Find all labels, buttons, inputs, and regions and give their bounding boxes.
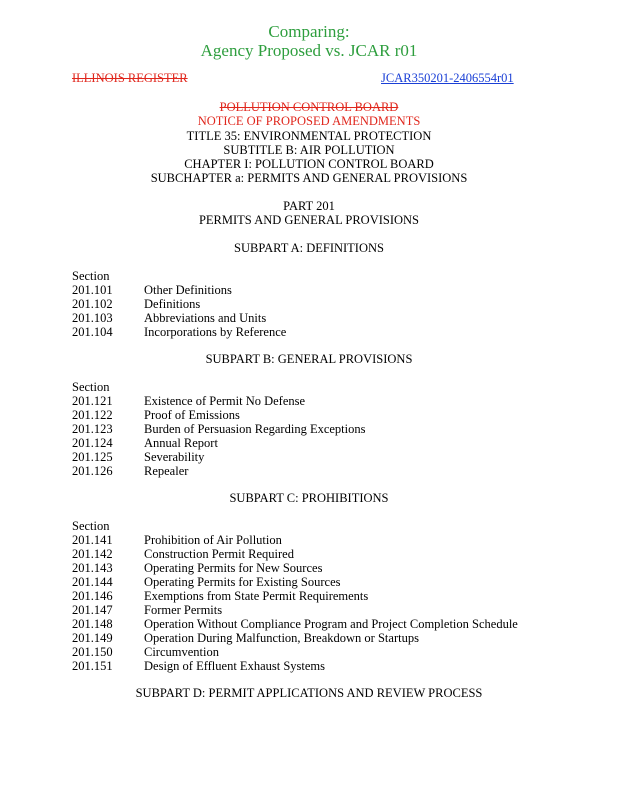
section-title: Proof of Emissions — [144, 408, 240, 422]
jcar-revision: r01 — [496, 71, 514, 85]
section-label: Section — [72, 519, 110, 533]
section-row — [72, 283, 232, 298]
section-row — [72, 547, 294, 562]
section-row — [72, 311, 266, 326]
section-number: 201.123 — [72, 422, 113, 436]
section-row — [72, 408, 240, 423]
section-row — [72, 394, 305, 409]
section-row — [72, 464, 188, 479]
section-row — [72, 631, 419, 646]
section-number: 201.122 — [72, 408, 113, 422]
section-row — [72, 450, 204, 465]
section-title: Definitions — [144, 297, 201, 311]
section-row — [72, 617, 518, 632]
section-number: 201.125 — [72, 450, 113, 464]
register-header-deleted: ILLINOIS REGISTER — [72, 71, 188, 85]
section-number: 201.102 — [72, 297, 113, 311]
jcar-document-id[interactable] — [381, 71, 514, 86]
section-title: Operating Permits for New Sources — [144, 561, 323, 575]
section-row — [72, 659, 325, 674]
section-label: Section — [72, 269, 110, 283]
section-title: Abbreviations and Units — [144, 311, 267, 325]
section-title: Incorporations by Reference — [144, 325, 287, 339]
subtitle-heading: SUBTITLE B: AIR POLLUTION — [223, 143, 395, 157]
section-title: Former Permits — [144, 603, 223, 617]
section-label: Section — [72, 380, 110, 394]
section-title: Operation Without Compliance Program and Project Completion Schedule — [144, 617, 518, 631]
subchapter-heading: SUBCHAPTER a: PERMITS AND GENERAL PROVISIONS — [150, 171, 468, 185]
section-row — [72, 589, 368, 604]
section-number: 201.142 — [72, 547, 113, 561]
section-row — [72, 645, 219, 660]
chapter-heading: CHAPTER I: POLLUTION CONTROL BOARD — [184, 157, 434, 171]
section-number: 201.141 — [72, 533, 113, 547]
section-title: Operating Permits for Existing Sources — [144, 575, 341, 589]
section-row — [72, 561, 322, 576]
section-title: Severability — [144, 450, 205, 464]
comparison-title-line2: Agency Proposed vs. JCAR r01 — [200, 41, 418, 60]
section-title: Annual Report — [144, 436, 218, 450]
section-title: Construction Permit Required — [144, 547, 294, 561]
subpart-heading: SUBPART D: PERMIT APPLICATIONS AND REVIEW PROCESS — [135, 686, 483, 700]
section-number: 201.148 — [72, 617, 113, 631]
section-number: 201.150 — [72, 645, 113, 659]
section-number: 201.101 — [72, 283, 113, 297]
section-number: 201.124 — [72, 436, 113, 450]
section-row — [72, 603, 222, 618]
notice-heading: NOTICE OF PROPOSED AMENDMENTS — [197, 114, 421, 128]
section-number: 201.146 — [72, 589, 113, 603]
subpart-heading: SUBPART A: DEFINITIONS — [234, 241, 384, 255]
section-row — [72, 297, 200, 312]
section-number: 201.151 — [72, 659, 113, 673]
section-title: Circumvention — [144, 645, 219, 659]
section-row — [72, 575, 341, 590]
section-number: 201.121 — [72, 394, 113, 408]
section-title: Burden of Persuasion Regarding Exceptions — [144, 422, 366, 436]
section-number: 201.143 — [72, 561, 113, 575]
section-row — [72, 422, 365, 437]
section-number: 201.147 — [72, 603, 113, 617]
part-number: PART 201 — [283, 199, 335, 213]
title-heading: TITLE 35: ENVIRONMENTAL PROTECTION — [186, 129, 432, 143]
section-row — [72, 533, 282, 548]
jcar-id: JCAR350201-2406554 — [381, 71, 497, 85]
section-title: Other Definitions — [144, 283, 232, 297]
section-title: Prohibition of Air Pollution — [144, 533, 282, 547]
section-title: Repealer — [144, 464, 189, 478]
section-row — [72, 325, 286, 340]
board-name-deleted: POLLUTION CONTROL BOARD — [219, 100, 399, 114]
subpart-heading: SUBPART B: GENERAL PROVISIONS — [205, 352, 413, 366]
section-number: 201.149 — [72, 631, 113, 645]
subpart-heading: SUBPART C: PROHIBITIONS — [229, 491, 389, 505]
section-title: Existence of Permit No Defense — [144, 394, 306, 408]
part-name: PERMITS AND GENERAL PROVISIONS — [198, 213, 420, 227]
section-title: Operation During Malfunction, Breakdown or Startups — [144, 631, 419, 645]
section-number: 201.144 — [72, 575, 113, 589]
comparison-title-line1: Comparing: — [268, 22, 350, 41]
section-row — [72, 436, 218, 451]
section-number: 201.103 — [72, 311, 113, 325]
section-number: 201.104 — [72, 325, 113, 339]
section-title: Design of Effluent Exhaust Systems — [144, 659, 325, 673]
section-number: 201.126 — [72, 464, 113, 478]
section-title: Exemptions from State Permit Requirements — [144, 589, 369, 603]
